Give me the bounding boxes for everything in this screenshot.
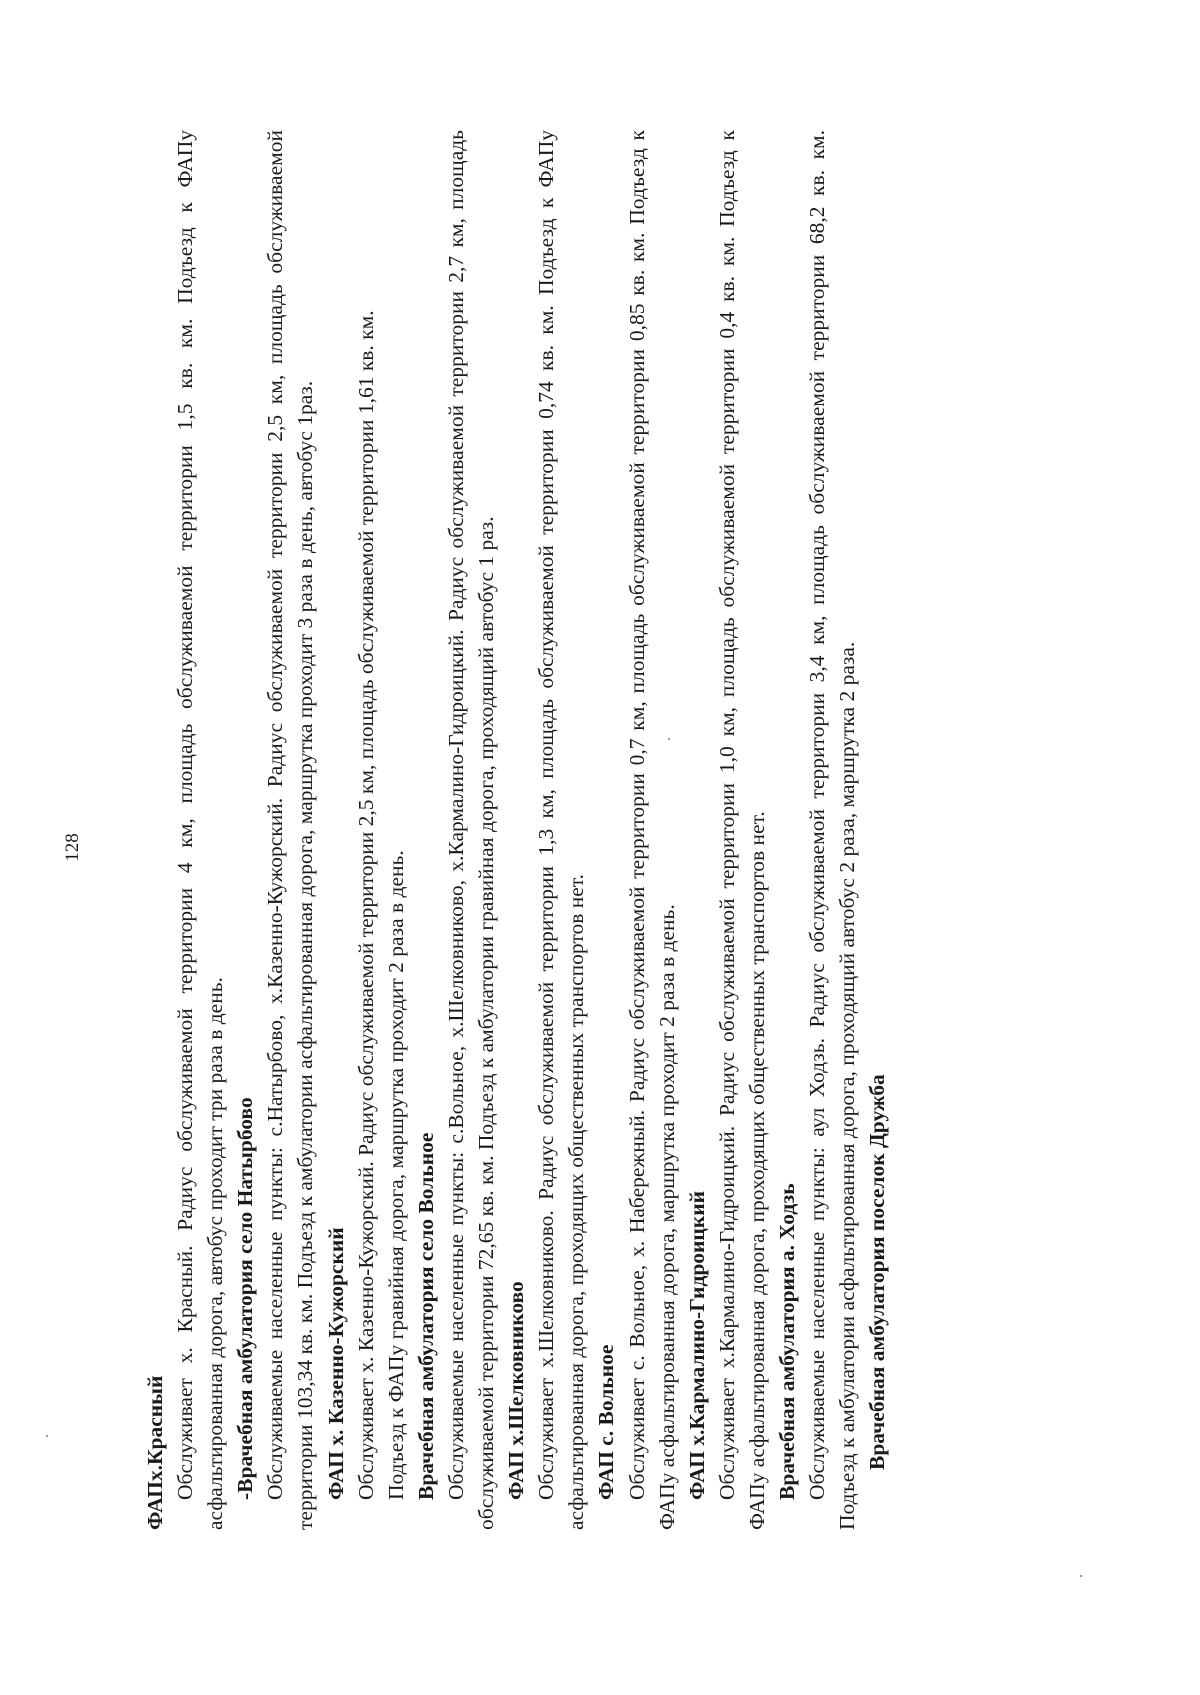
section-heading: Врачебная амбулатория село Вольное [413, 1132, 438, 1500]
paragraph: Обслуживает х. Казенно-Кужорский. Радиус обслуживаемой территории 2,5 км, площадь обслуживаемой территории 1,61 кв. км. [353, 310, 378, 1500]
paragraph: Подъезд к ФАПу гравийная дорога, маршрутка проходит 2 раза в день. [383, 850, 408, 1500]
section-heading: ФАП с. Вольное [594, 1344, 619, 1500]
document-body [140, 130, 892, 1530]
scan-speck [46, 1435, 48, 1437]
paragraph: Обслуживаемые населенные пункты: с.Вольное, х.Шелковниково, х.Кармалино-Гидроицкий. Радиус обслуживаемой территории 2,7 км, площадь обслуживаемой территории 72,65 кв. км. Подъезд к амбулатории гравийная дорога, проходящий автобус 1 раз. [443, 130, 499, 1530]
section-heading: ФАП х.Шелковниково [504, 1281, 529, 1500]
section-heading: ФАП х. Казенно-Кужорский [323, 1227, 348, 1500]
section-heading: Врачебная амбулатория а. Ходзь [774, 1183, 799, 1500]
section-heading: -Врачебная амбулатория село Натырбово [233, 1097, 258, 1500]
paragraph: Обслуживает х. Красный. Радиус обслуживаемой территории 4 км, площадь обслуживаемой территории 1,5 кв. км. Подъезд к ФАПу асфальтированная дорога, автобус проходит три раза в день. [173, 130, 228, 1530]
section-heading: Врачебная амбулатория поселок Дружба [865, 1074, 890, 1470]
section-heading: ФАПх.Красный [143, 1375, 167, 1530]
section-heading: ФАП х.Кармалино-Гидроицкий [684, 1191, 709, 1500]
paragraph: Обслуживает с. Вольное, х. Набережный. Радиус обслуживаемой территории 0,7 км, площадь обслуживаемой территории 0,85 кв. км. Подъезд к ФАПу асфальтированная дорога, маршрутка проходит 2 раза в день. [624, 130, 679, 1530]
scan-speck [668, 738, 670, 740]
paragraph: Обслуживаемые населенные пункты: аул Ходзь. Радиус обслуживаемой территории 3,4 км, площадь обслуживаемой территории 68,2 кв. км. Подъезд к амбулатории асфальтированная дорога, проходящий автобус 2 раза, маршрутка 2 раза. [805, 130, 860, 1530]
scan-speck [1080, 1575, 1082, 1577]
paragraph: Обслуживает х.Кармалино-Гидроицкий. Радиус обслуживаемой территории 1,0 км, площадь обслуживаемой территории 0,4 кв. км. Подъезд к ФАПу асфальтированная дорога, проходящих общественных транспортов нет. [714, 130, 769, 1530]
paragraph: Обслуживает х.Шелковниково. Радиус обслуживаемой территории 1,3 км, площадь обслуживаемой территории 0,74 кв. км. Подъезд к ФАПу асфальтированная дорога, проходящих общественных транспортов нет. [534, 130, 589, 1530]
paragraph: Обслуживаемые населенные пункты: с.Натырбово, х.Казенно-Кужорский. Радиус обслуживаемой территории 2,5 км, площадь обслуживаемой территории 103,34 кв. км. Подъезд к амбулатории асфальтированная дорога, маршрутка проходит 3 раза в день, автобус 1раз. [263, 130, 318, 1530]
page-number: 128 [62, 833, 83, 862]
